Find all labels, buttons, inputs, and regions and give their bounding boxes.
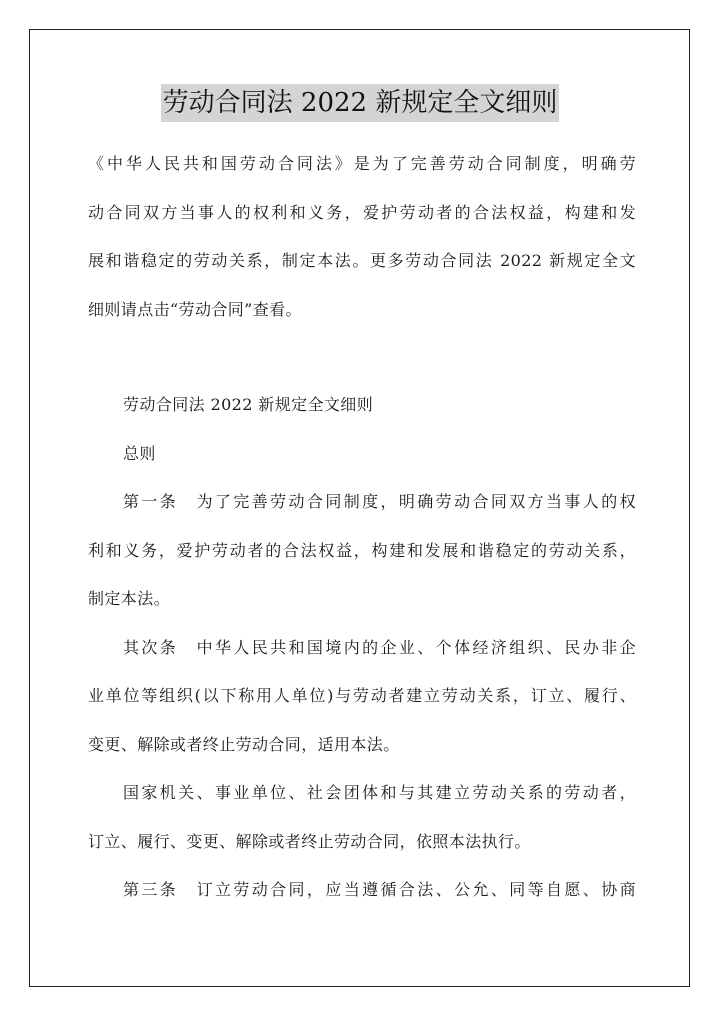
intro-line: 《中华人民共和国劳动合同法》是为了完善劳动合同制度，明确劳 xyxy=(88,154,636,173)
title-container xyxy=(0,84,720,122)
intro-line: 动合同双方当事人的权利和义务，爱护劳动者的合法权益，构建和发 xyxy=(88,202,636,222)
chapter-heading: 总则 xyxy=(123,443,156,463)
document-body xyxy=(88,152,636,927)
article-1-line: 制定本法。 xyxy=(88,589,171,608)
intro-line: 细则请点击“劳动合同”查看。 xyxy=(88,299,302,319)
article-2b-line: 国家机关、事业单位、社会团体和与其建立劳动关系的劳动者， xyxy=(123,783,636,802)
intro-line: 展和谐稳定的劳动关系，制定本法。更多劳动合同法 2022 新规定全文 xyxy=(88,251,636,270)
article-2-line: 业单位等组织(以下称用人单位)与劳动者建立劳动关系，订立、履行、 xyxy=(88,686,636,705)
document-title: 劳动合同法 2022 新规定全文细则 xyxy=(161,84,560,122)
article-1-line: 利和义务，爱护劳动者的合法权益，构建和发展和谐稳定的劳动关系， xyxy=(88,540,636,560)
article-3-line: 第三条 订立劳动合同，应当遵循合法、公允、同等自愿、协商 xyxy=(123,880,636,899)
article-2-line: 变更、解除或者终止劳动合同，适用本法。 xyxy=(88,734,400,754)
article-2-line: 其次条 中华人民共和国境内的企业、个体经济组织、民办非企 xyxy=(123,637,636,657)
paragraph-gap xyxy=(88,346,636,393)
article-2b-line: 订立、履行、变更、解除或者终止劳动合同，依照本法执行。 xyxy=(88,831,531,851)
section-heading: 劳动合同法 2022 新规定全文细则 xyxy=(123,395,374,414)
article-1-line: 第一条 为了完善劳动合同制度，明确劳动合同双方当事人的权 xyxy=(123,492,636,511)
